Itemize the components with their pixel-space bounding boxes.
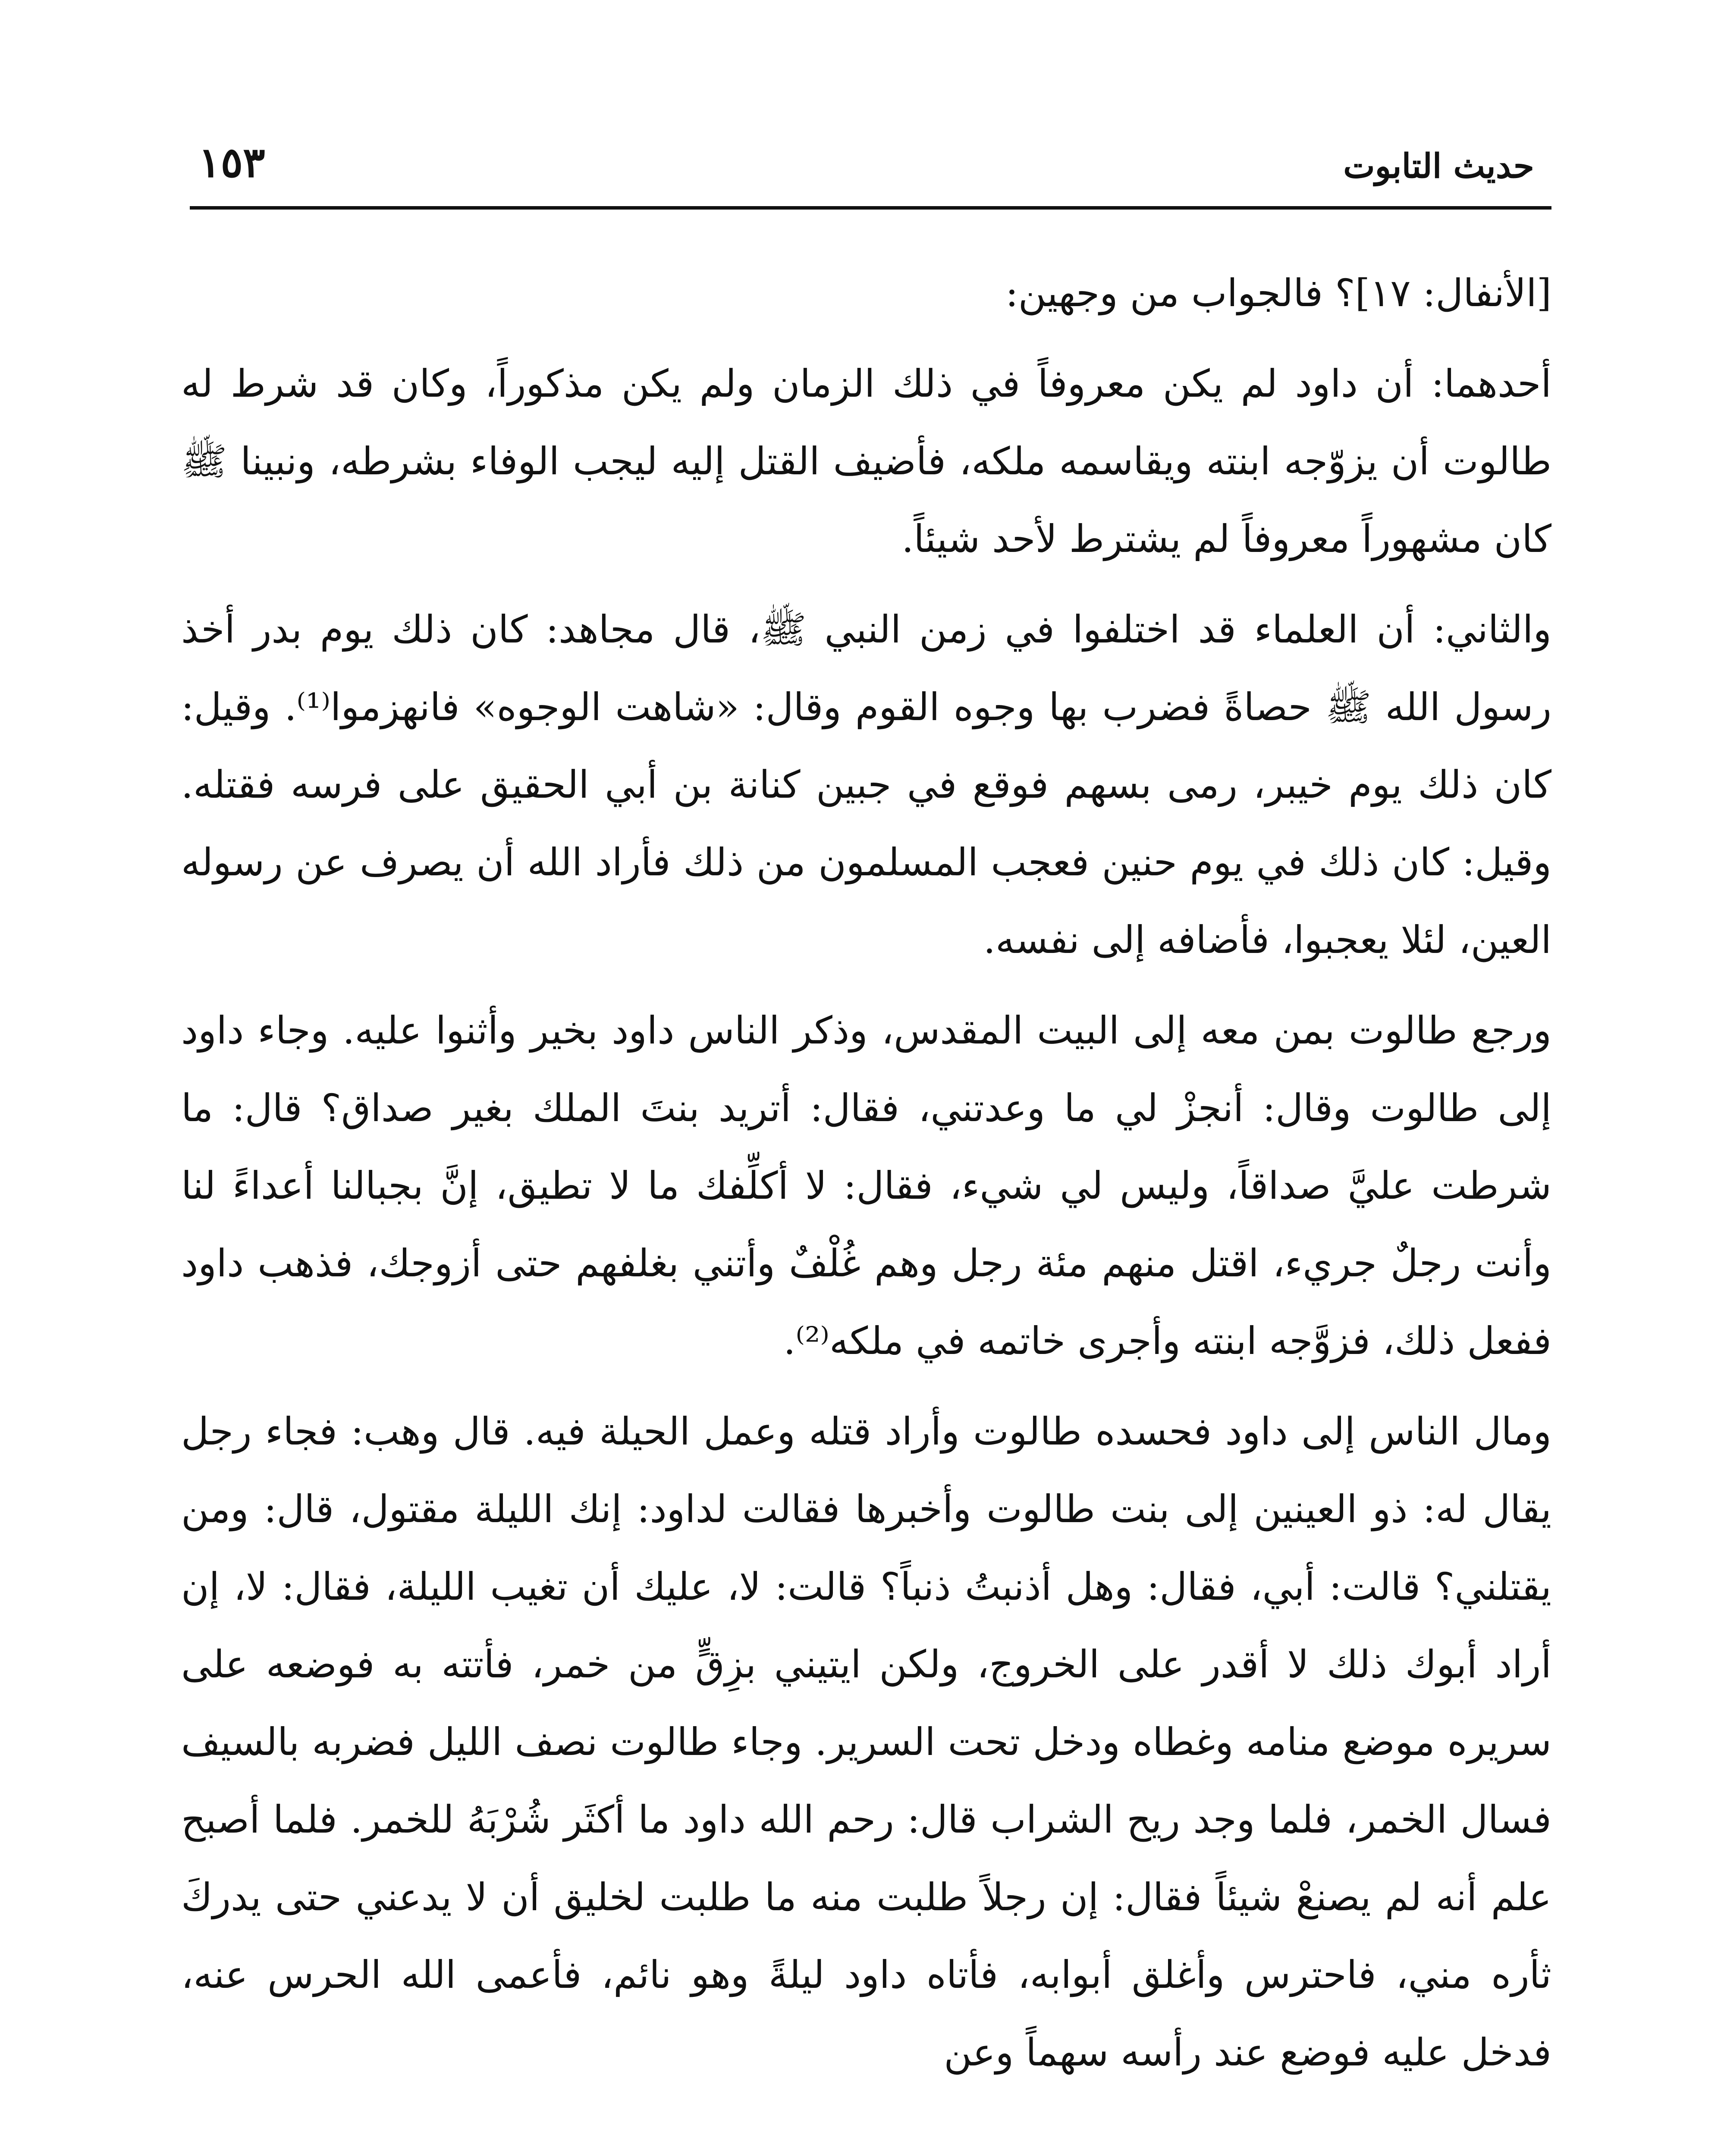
- running-title: حديث التابوت: [1343, 147, 1534, 186]
- paragraph: أحدهما: أن داود لم يكن معروفاً في ذلك الزمان ولم يكن مذكوراً، وكان قد شرط له طالوت أن يزوّجه ابنته ويقاسمه ملكه، فأضيف القتل إليه ليجب الوفاء بشرطه، ونبينا ﷺ كان مشهوراً معروفاً لم يشترط لأحد شيئاً.: [181, 361, 1551, 561]
- paragraph: والثاني: أن العلماء قد اختلفوا في زمن النبي ﷺ، قال مجاهد: كان ذلك يوم بدر أخذ رسول الله ﷺ حصاةً فضرب بها وجوه القوم وقال: «شاهت الوجوه» فانهزموا⁽¹⁾. وقيل: كان ذلك يوم خيبر، رمى بسهم فوقع في جبين كنانة بن أبي الحقيق على فرسه فقتله. وقيل: كان ذلك في يوم حنين فعجب المسلمون من ذلك فأراد الله أن يصرف عن رسوله العين، لئلا يعجبوا، فأضافه إلى نفسه.: [181, 607, 1551, 962]
- paragraph: ورجع طالوت بمن معه إلى البيت المقدس، وذكر الناس داود بخير وأثنوا عليه. وجاء داود إلى طالوت وقال: أنجزْ لي ما وعدتني، فقال: أتريد بنتَ الملك بغير صداق؟ قال: ما شرطت عليَّ صداقاً، وليس لي شيء، فقال: لا أكلِّفك ما لا تطيق، إنَّ بجبالنا أعداءً لنا وأنت رجلٌ جريء، اقتل منهم مئة رجل وهم غُلْفٌ وأتني بغلفهم حتى أزوجك، فذهب داود ففعل ذلك، فزوَّجه ابنته وأجرى خاتمه في ملكه⁽²⁾.: [181, 1008, 1551, 1363]
- main-text: [181, 254, 1551, 2104]
- paragraph: ومال الناس إلى داود فحسده طالوت وأراد قتله وعمل الحيلة فيه. قال وهب: فجاء رجل يقال له: ذو العينين إلى بنت طالوت وأخبرها فقالت لداود: إنك الليلة مقتول، قال: ومن يقتلني؟ قالت: أبي، فقال: وهل أذنبتُ ذنباً؟ قالت: لا، عليك أن تغيب الليلة، فقال: لا، إن أراد أبوك ذلك لا أقدر على الخروج، ولكن ايتيني بزِقٍّ من خمر، فأتته به فوضعه على سريره موضع منامه وغطاه ودخل تحت السرير. وجاء طالوت نصف الليل فضربه بالسيف فسال الخمر، فلما وجد ريح الشراب قال: رحم الله داود ما أكثَر شُرْبَهُ للخمر. فلما أصبح علم أنه لم يصنعْ شيئاً فقال: إن رجلاً طلبت منه ما طلبت لخليق أن لا يدعني حتى يدركَ ثأره مني، فاحترس وأغلق أبوابه، فأتاه داود ليلةً وهو نائم، فأعمى الله الحرس عنه، فدخل عليه فوضع عند رأسه سهماً وعن: [181, 1409, 1552, 2075]
- paragraph: [الأنفال: ١٧]؟ فالجواب من وجهين:: [1005, 271, 1551, 315]
- header-rule: [190, 206, 1551, 210]
- page-header: [190, 129, 1534, 203]
- page-number: ١٥٣: [198, 138, 265, 187]
